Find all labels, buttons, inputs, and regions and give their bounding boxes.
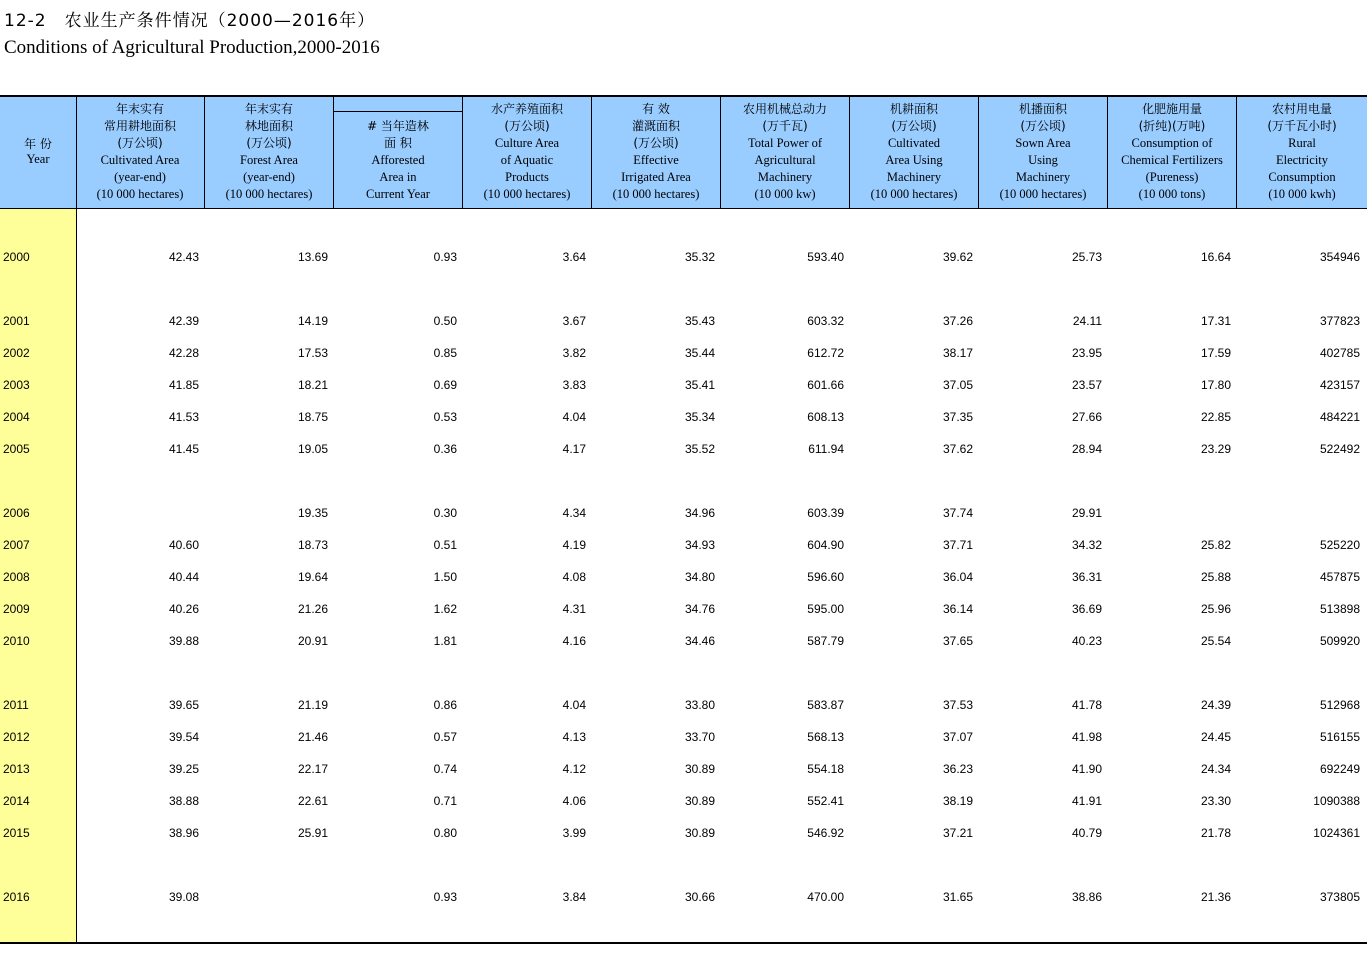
cell-cultivated-area: 40.60 xyxy=(168,538,199,552)
row-year: 2003 xyxy=(3,378,30,392)
cell-afforested-area: 0.30 xyxy=(433,506,457,520)
cell-forest-area: 21.46 xyxy=(297,730,328,744)
cell-afforested-area: 0.57 xyxy=(433,730,457,744)
header-machinery-power-en2: Agricultural xyxy=(754,153,816,167)
cell-irrigated-area: 34.46 xyxy=(684,634,715,648)
cell-rural-electricity: 484221 xyxy=(1319,410,1360,424)
cell-machine-cultivated-area: 37.07 xyxy=(942,730,973,744)
header-cultivated-area-en1: Cultivated Area xyxy=(100,153,180,167)
page-title-english: Conditions of Agricultural Production,2000-2016 xyxy=(4,37,380,58)
cell-machinery-power: 603.32 xyxy=(807,314,844,328)
table-row xyxy=(0,792,1367,812)
cell-irrigated-area: 35.32 xyxy=(684,250,715,264)
cell-machine-cultivated-area: 37.53 xyxy=(942,698,973,712)
header-machinery-power-en3: Machinery xyxy=(757,170,813,184)
cell-irrigated-area: 30.89 xyxy=(684,762,715,776)
header-machine-sown-area-cn2: (万公顷) xyxy=(1020,119,1066,133)
cell-cultivated-area: 39.54 xyxy=(168,730,199,744)
header-cultivated-area-en3: (10 000 hectares) xyxy=(96,187,184,201)
cell-machinery-power: 612.72 xyxy=(807,346,844,360)
row-year: 2001 xyxy=(3,314,30,328)
cell-fertilizer-consumption: 25.88 xyxy=(1200,570,1231,584)
cell-fertilizer-consumption: 21.36 xyxy=(1200,890,1231,904)
row-year: 2016 xyxy=(3,890,30,904)
cell-irrigated-area: 30.66 xyxy=(684,890,715,904)
header-aquatic-culture-area-en2: of Aquatic xyxy=(500,153,554,167)
cell-machinery-power: 603.39 xyxy=(807,506,844,520)
header-machinery-power-en4: (10 000 kw) xyxy=(754,187,816,201)
header-cultivated-area-en2: (year-end) xyxy=(114,170,166,184)
cell-cultivated-area: 39.65 xyxy=(168,698,199,712)
header-irrigated-area-cn1: 有 效 xyxy=(642,102,670,116)
header-forest-area-en3: (10 000 hectares) xyxy=(225,187,313,201)
header-aquatic-culture-area-en4: (10 000 hectares) xyxy=(483,187,571,201)
cell-machinery-power: 554.18 xyxy=(807,762,844,776)
cell-cultivated-area: 39.25 xyxy=(168,762,199,776)
cell-cultivated-area: 41.85 xyxy=(168,378,199,392)
header-cultivated-area-cn1: 年末实有 xyxy=(115,102,164,116)
cell-machine-sown-area: 27.66 xyxy=(1071,410,1102,424)
cell-machine-sown-area: 25.73 xyxy=(1071,250,1102,264)
cell-rural-electricity: 354946 xyxy=(1319,250,1360,264)
header-year-cn: 年 份 xyxy=(24,137,52,151)
cell-aquatic-culture-area: 4.31 xyxy=(562,602,586,616)
cell-rural-electricity: 377823 xyxy=(1319,314,1360,328)
cell-afforested-area: 0.50 xyxy=(433,314,457,328)
cell-irrigated-area: 34.96 xyxy=(684,506,715,520)
cell-machinery-power: 568.13 xyxy=(807,730,844,744)
header-irrigated-area xyxy=(592,97,721,208)
row-year: 2014 xyxy=(3,794,30,808)
table-row xyxy=(0,440,1367,460)
table-row xyxy=(0,536,1367,556)
cell-forest-area: 13.69 xyxy=(297,250,328,264)
cell-cultivated-area: 42.43 xyxy=(168,250,199,264)
table-row xyxy=(0,312,1367,332)
header-aquatic-culture-area-en1: Culture Area xyxy=(494,136,560,150)
cell-rural-electricity: 1090388 xyxy=(1313,794,1360,808)
cell-forest-area: 22.61 xyxy=(297,794,328,808)
table-row xyxy=(0,568,1367,588)
row-year: 2005 xyxy=(3,442,30,456)
cell-irrigated-area: 35.43 xyxy=(684,314,715,328)
cell-aquatic-culture-area: 4.16 xyxy=(562,634,586,648)
cell-afforested-area: 0.74 xyxy=(433,762,457,776)
header-forest-area-en2: (year-end) xyxy=(243,170,295,184)
cell-machine-cultivated-area: 37.62 xyxy=(942,442,973,456)
cell-machinery-power: 593.40 xyxy=(807,250,844,264)
cell-machine-sown-area: 40.23 xyxy=(1071,634,1102,648)
row-year: 2000 xyxy=(3,250,30,264)
cell-fertilizer-consumption: 16.64 xyxy=(1200,250,1231,264)
cell-afforested-area: 0.71 xyxy=(433,794,457,808)
cell-rural-electricity: 516155 xyxy=(1319,730,1360,744)
row-year: 2006 xyxy=(3,506,30,520)
cell-machine-cultivated-area: 31.65 xyxy=(942,890,973,904)
cell-rural-electricity: 402785 xyxy=(1319,346,1360,360)
cell-rural-electricity: 692249 xyxy=(1319,762,1360,776)
table-row xyxy=(0,504,1367,524)
header-machine-sown-area-en2: Using xyxy=(1028,153,1058,167)
header-fertilizer-consumption-en1: Consumption of xyxy=(1131,136,1213,150)
row-year: 2010 xyxy=(3,634,30,648)
cell-aquatic-culture-area: 4.17 xyxy=(562,442,586,456)
cell-machine-cultivated-area: 37.26 xyxy=(942,314,973,328)
header-forest-area-cn3: (万公顷) xyxy=(246,136,292,150)
header-irrigated-area-cn2: 灌溉面积 xyxy=(631,119,680,133)
cell-afforested-area: 0.93 xyxy=(433,890,457,904)
header-afforested-area-en2: Area in xyxy=(379,170,417,184)
cell-irrigated-area: 35.34 xyxy=(684,410,715,424)
row-year: 2004 xyxy=(3,410,30,424)
header-machinery-power-cn2: (万千瓦) xyxy=(762,119,808,133)
cell-rural-electricity: 512968 xyxy=(1319,698,1360,712)
cell-machinery-power: 583.87 xyxy=(807,698,844,712)
table-row xyxy=(0,824,1367,844)
header-forest-area-cn2: 林地面积 xyxy=(244,119,293,133)
cell-afforested-area: 1.81 xyxy=(433,634,457,648)
cell-machine-sown-area: 41.98 xyxy=(1071,730,1102,744)
cell-cultivated-area: 40.44 xyxy=(168,570,199,584)
cell-fertilizer-consumption: 22.85 xyxy=(1200,410,1231,424)
header-fertilizer-consumption-en4: (10 000 tons) xyxy=(1138,187,1206,201)
cell-machinery-power: 608.13 xyxy=(807,410,844,424)
table-bottom-rule xyxy=(0,942,1367,944)
cell-afforested-area: 0.69 xyxy=(433,378,457,392)
cell-machine-cultivated-area: 36.04 xyxy=(942,570,973,584)
cell-rural-electricity: 1024361 xyxy=(1313,826,1360,840)
cell-forest-area: 21.26 xyxy=(297,602,328,616)
header-machine-cultivated-area-cn1: 机耕面积 xyxy=(889,102,938,116)
cell-machine-cultivated-area: 38.19 xyxy=(942,794,973,808)
cell-afforested-area: 0.53 xyxy=(433,410,457,424)
cell-forest-area: 18.73 xyxy=(297,538,328,552)
cell-machine-sown-area: 36.69 xyxy=(1071,602,1102,616)
cell-aquatic-culture-area: 3.64 xyxy=(562,250,586,264)
header-machine-sown-area-en3: Machinery xyxy=(1015,170,1071,184)
cell-fertilizer-consumption: 17.80 xyxy=(1200,378,1231,392)
cell-machine-sown-area: 34.32 xyxy=(1071,538,1102,552)
cell-machine-cultivated-area: 37.05 xyxy=(942,378,973,392)
cell-fertilizer-consumption: 25.54 xyxy=(1200,634,1231,648)
cell-aquatic-culture-area: 4.12 xyxy=(562,762,586,776)
cell-rural-electricity: 423157 xyxy=(1319,378,1360,392)
row-year: 2011 xyxy=(3,698,29,712)
cell-fertilizer-consumption: 25.82 xyxy=(1200,538,1231,552)
cell-irrigated-area: 33.80 xyxy=(684,698,715,712)
cell-machine-sown-area: 40.79 xyxy=(1071,826,1102,840)
cell-afforested-area: 1.62 xyxy=(433,602,457,616)
header-rural-electricity-en4: (10 000 kwh) xyxy=(1268,187,1336,201)
cell-cultivated-area: 41.45 xyxy=(168,442,199,456)
header-fertilizer-consumption-cn1: 化肥施用量 xyxy=(1141,102,1202,116)
cell-machine-sown-area: 28.94 xyxy=(1071,442,1102,456)
cell-machine-sown-area: 41.90 xyxy=(1071,762,1102,776)
cell-machinery-power: 596.60 xyxy=(807,570,844,584)
cell-irrigated-area: 35.52 xyxy=(684,442,715,456)
cell-aquatic-culture-area: 4.04 xyxy=(562,410,586,424)
header-afforested-area-cn1: # 当年造林 xyxy=(367,119,429,133)
cell-aquatic-culture-area: 4.06 xyxy=(562,794,586,808)
table-row xyxy=(0,760,1367,780)
cell-forest-area: 17.53 xyxy=(297,346,328,360)
header-forest-area xyxy=(205,97,334,208)
header-fertilizer-consumption-en2: Chemical Fertilizers xyxy=(1121,153,1223,167)
cell-machine-sown-area: 24.11 xyxy=(1072,314,1102,328)
table-row xyxy=(0,696,1367,716)
row-year: 2012 xyxy=(3,730,30,744)
row-year: 2008 xyxy=(3,570,30,584)
header-irrigated-area-cn3: (万公顷) xyxy=(633,136,679,150)
header-machine-cultivated-area-en3: Machinery xyxy=(886,170,942,184)
header-year xyxy=(0,97,76,208)
cell-cultivated-area: 38.88 xyxy=(168,794,199,808)
row-year: 2013 xyxy=(3,762,30,776)
header-forest-area-cn1: 年末实有 xyxy=(244,102,293,116)
cell-rural-electricity: 373805 xyxy=(1319,890,1360,904)
cell-machine-cultivated-area: 37.21 xyxy=(942,826,973,840)
cell-machine-cultivated-area: 37.65 xyxy=(942,634,973,648)
header-rural-electricity-cn2: (万千瓦小时) xyxy=(1267,119,1337,133)
cell-forest-area: 19.35 xyxy=(297,506,328,520)
header-cultivated-area-cn2: 常用耕地面积 xyxy=(103,119,176,133)
cell-fertilizer-consumption: 17.31 xyxy=(1200,314,1231,328)
cell-afforested-area: 0.51 xyxy=(433,538,457,552)
cell-fertilizer-consumption: 23.30 xyxy=(1200,794,1231,808)
header-irrigated-area-en3: (10 000 hectares) xyxy=(612,187,700,201)
cell-machinery-power: 595.00 xyxy=(807,602,844,616)
cell-fertilizer-consumption: 24.45 xyxy=(1200,730,1231,744)
cell-aquatic-culture-area: 4.34 xyxy=(562,506,586,520)
cell-aquatic-culture-area: 3.82 xyxy=(562,346,586,360)
cell-aquatic-culture-area: 3.84 xyxy=(562,890,586,904)
cell-machinery-power: 601.66 xyxy=(807,378,844,392)
header-rural-electricity-en3: Consumption xyxy=(1268,170,1336,184)
cell-aquatic-culture-area: 3.67 xyxy=(562,314,586,328)
cell-machinery-power: 470.00 xyxy=(807,890,844,904)
cell-machine-sown-area: 41.78 xyxy=(1071,698,1102,712)
header-machine-sown-area-cn1: 机播面积 xyxy=(1018,102,1067,116)
cell-forest-area: 19.64 xyxy=(297,570,328,584)
header-cultivated-area-cn3: (万公顷) xyxy=(117,136,163,150)
row-year: 2002 xyxy=(3,346,30,360)
cell-fertilizer-consumption: 24.34 xyxy=(1200,762,1231,776)
cell-cultivated-area: 39.88 xyxy=(168,634,199,648)
cell-cultivated-area: 41.53 xyxy=(168,410,199,424)
cell-aquatic-culture-area: 3.99 xyxy=(562,826,586,840)
cell-machine-sown-area: 23.57 xyxy=(1071,378,1102,392)
cell-machinery-power: 587.79 xyxy=(807,634,844,648)
cell-forest-area: 22.17 xyxy=(297,762,328,776)
cell-afforested-area: 0.85 xyxy=(433,346,457,360)
page-title-chinese: 12-2 农业生产条件情况（2000—2016年） xyxy=(4,11,376,31)
cell-irrigated-area: 35.44 xyxy=(684,346,715,360)
cell-rural-electricity: 513898 xyxy=(1319,602,1360,616)
table-row xyxy=(0,408,1367,428)
header-machine-cultivated-area-en4: (10 000 hectares) xyxy=(870,187,958,201)
header-fertilizer-consumption-en3: (Pureness) xyxy=(1145,170,1199,184)
cell-machine-sown-area: 41.91 xyxy=(1071,794,1102,808)
header-fertilizer-consumption-cn2: (折纯)(万吨) xyxy=(1138,119,1206,133)
header-irrigated-area-en2: Irrigated Area xyxy=(621,170,691,184)
table-row xyxy=(0,344,1367,364)
table-row xyxy=(0,600,1367,620)
header-afforested-area-cn2: 面 积 xyxy=(384,136,412,150)
table-row xyxy=(0,632,1367,652)
cell-cultivated-area: 39.08 xyxy=(168,890,199,904)
cell-aquatic-culture-area: 4.13 xyxy=(562,730,586,744)
cell-machine-cultivated-area: 37.74 xyxy=(942,506,973,520)
header-year-en: Year xyxy=(26,152,50,166)
cell-machine-sown-area: 38.86 xyxy=(1071,890,1102,904)
header-rural-electricity xyxy=(1237,97,1367,208)
header-aquatic-culture-area-cn1: 水产养殖面积 xyxy=(490,102,563,116)
cell-forest-area: 20.91 xyxy=(297,634,328,648)
cell-forest-area: 21.19 xyxy=(297,698,328,712)
cell-machine-cultivated-area: 37.35 xyxy=(942,410,973,424)
cell-afforested-area: 0.93 xyxy=(433,250,457,264)
header-machinery-power-en1: Total Power of xyxy=(747,136,823,150)
cell-aquatic-culture-area: 4.08 xyxy=(562,570,586,584)
cell-rural-electricity: 509920 xyxy=(1319,634,1360,648)
cell-machinery-power: 546.92 xyxy=(807,826,844,840)
header-aquatic-culture-area-en3: Products xyxy=(505,170,549,184)
table-row xyxy=(0,248,1367,268)
cell-machine-cultivated-area: 38.17 xyxy=(942,346,973,360)
cell-forest-area: 19.05 xyxy=(297,442,328,456)
header-machine-sown-area xyxy=(979,97,1108,208)
header-cultivated-area xyxy=(76,97,205,208)
cell-rural-electricity: 522492 xyxy=(1319,442,1360,456)
cell-cultivated-area: 38.96 xyxy=(168,826,199,840)
cell-irrigated-area: 34.93 xyxy=(684,538,715,552)
row-year: 2015 xyxy=(3,826,30,840)
cell-afforested-area: 0.86 xyxy=(433,698,457,712)
header-irrigated-area-en1: Effective xyxy=(633,153,679,167)
cell-forest-area: 18.21 xyxy=(297,378,328,392)
cell-machine-sown-area: 29.91 xyxy=(1071,506,1102,520)
header-aquatic-culture-area-cn2: (万公顷) xyxy=(504,119,550,133)
cell-aquatic-culture-area: 4.04 xyxy=(562,698,586,712)
cell-machinery-power: 552.41 xyxy=(807,794,844,808)
header-machine-cultivated-area xyxy=(850,97,979,208)
cell-machine-cultivated-area: 37.71 xyxy=(942,538,973,552)
row-year: 2007 xyxy=(3,538,30,552)
header-forest-area-en1: Forest Area xyxy=(240,153,298,167)
cell-rural-electricity: 457875 xyxy=(1319,570,1360,584)
cell-forest-area: 25.91 xyxy=(297,826,328,840)
cell-aquatic-culture-area: 3.83 xyxy=(562,378,586,392)
cell-machine-sown-area: 23.95 xyxy=(1071,346,1102,360)
cell-irrigated-area: 30.89 xyxy=(684,794,715,808)
cell-irrigated-area: 33.70 xyxy=(684,730,715,744)
header-rural-electricity-en2: Electricity xyxy=(1275,153,1329,167)
header-rural-electricity-en1: Rural xyxy=(1288,136,1316,150)
cell-afforested-area: 0.80 xyxy=(433,826,457,840)
header-afforested-area-en1: Afforested xyxy=(371,153,425,167)
cell-cultivated-area: 40.26 xyxy=(168,602,199,616)
cell-fertilizer-consumption: 24.39 xyxy=(1200,698,1231,712)
cell-irrigated-area: 35.41 xyxy=(684,378,715,392)
header-afforested-area-en3: Current Year xyxy=(366,187,430,201)
cell-cultivated-area: 42.28 xyxy=(168,346,199,360)
cell-irrigated-area: 34.80 xyxy=(684,570,715,584)
header-machine-cultivated-area-en2: Area Using xyxy=(885,153,943,167)
afforested-subheader-rule xyxy=(334,111,463,112)
header-machine-cultivated-area-en1: Cultivated xyxy=(887,136,941,150)
cell-machine-cultivated-area: 36.14 xyxy=(942,602,973,616)
cell-rural-electricity: 525220 xyxy=(1319,538,1360,552)
table-row xyxy=(0,376,1367,396)
cell-aquatic-culture-area: 4.19 xyxy=(562,538,586,552)
cell-forest-area: 14.19 xyxy=(297,314,328,328)
header-aquatic-culture-area xyxy=(463,97,592,208)
cell-fertilizer-consumption: 25.96 xyxy=(1200,602,1231,616)
table-row xyxy=(0,728,1367,748)
cell-machine-sown-area: 36.31 xyxy=(1071,570,1102,584)
cell-cultivated-area: 42.39 xyxy=(168,314,199,328)
header-fertilizer-consumption xyxy=(1108,97,1237,208)
cell-fertilizer-consumption: 17.59 xyxy=(1200,346,1231,360)
cell-irrigated-area: 34.76 xyxy=(684,602,715,616)
cell-machinery-power: 604.90 xyxy=(807,538,844,552)
cell-afforested-area: 0.36 xyxy=(433,442,457,456)
cell-fertilizer-consumption: 21.78 xyxy=(1200,826,1231,840)
header-machine-cultivated-area-cn2: (万公顷) xyxy=(891,119,937,133)
header-afforested-area xyxy=(334,97,463,208)
cell-machinery-power: 611.94 xyxy=(808,442,844,456)
row-year: 2009 xyxy=(3,602,30,616)
header-rural-electricity-cn1: 农村用电量 xyxy=(1271,102,1332,116)
cell-fertilizer-consumption: 23.29 xyxy=(1200,442,1231,456)
cell-machine-cultivated-area: 36.23 xyxy=(942,762,973,776)
cell-irrigated-area: 30.89 xyxy=(684,826,715,840)
cell-forest-area: 18.75 xyxy=(297,410,328,424)
header-machine-sown-area-en1: Sown Area xyxy=(1015,136,1071,150)
header-machinery-power xyxy=(721,97,850,208)
header-machine-sown-area-en4: (10 000 hectares) xyxy=(999,187,1087,201)
header-machinery-power-cn1: 农用机械总动力 xyxy=(742,102,827,116)
table-row xyxy=(0,888,1367,908)
cell-machine-cultivated-area: 39.62 xyxy=(942,250,973,264)
cell-afforested-area: 1.50 xyxy=(433,570,457,584)
